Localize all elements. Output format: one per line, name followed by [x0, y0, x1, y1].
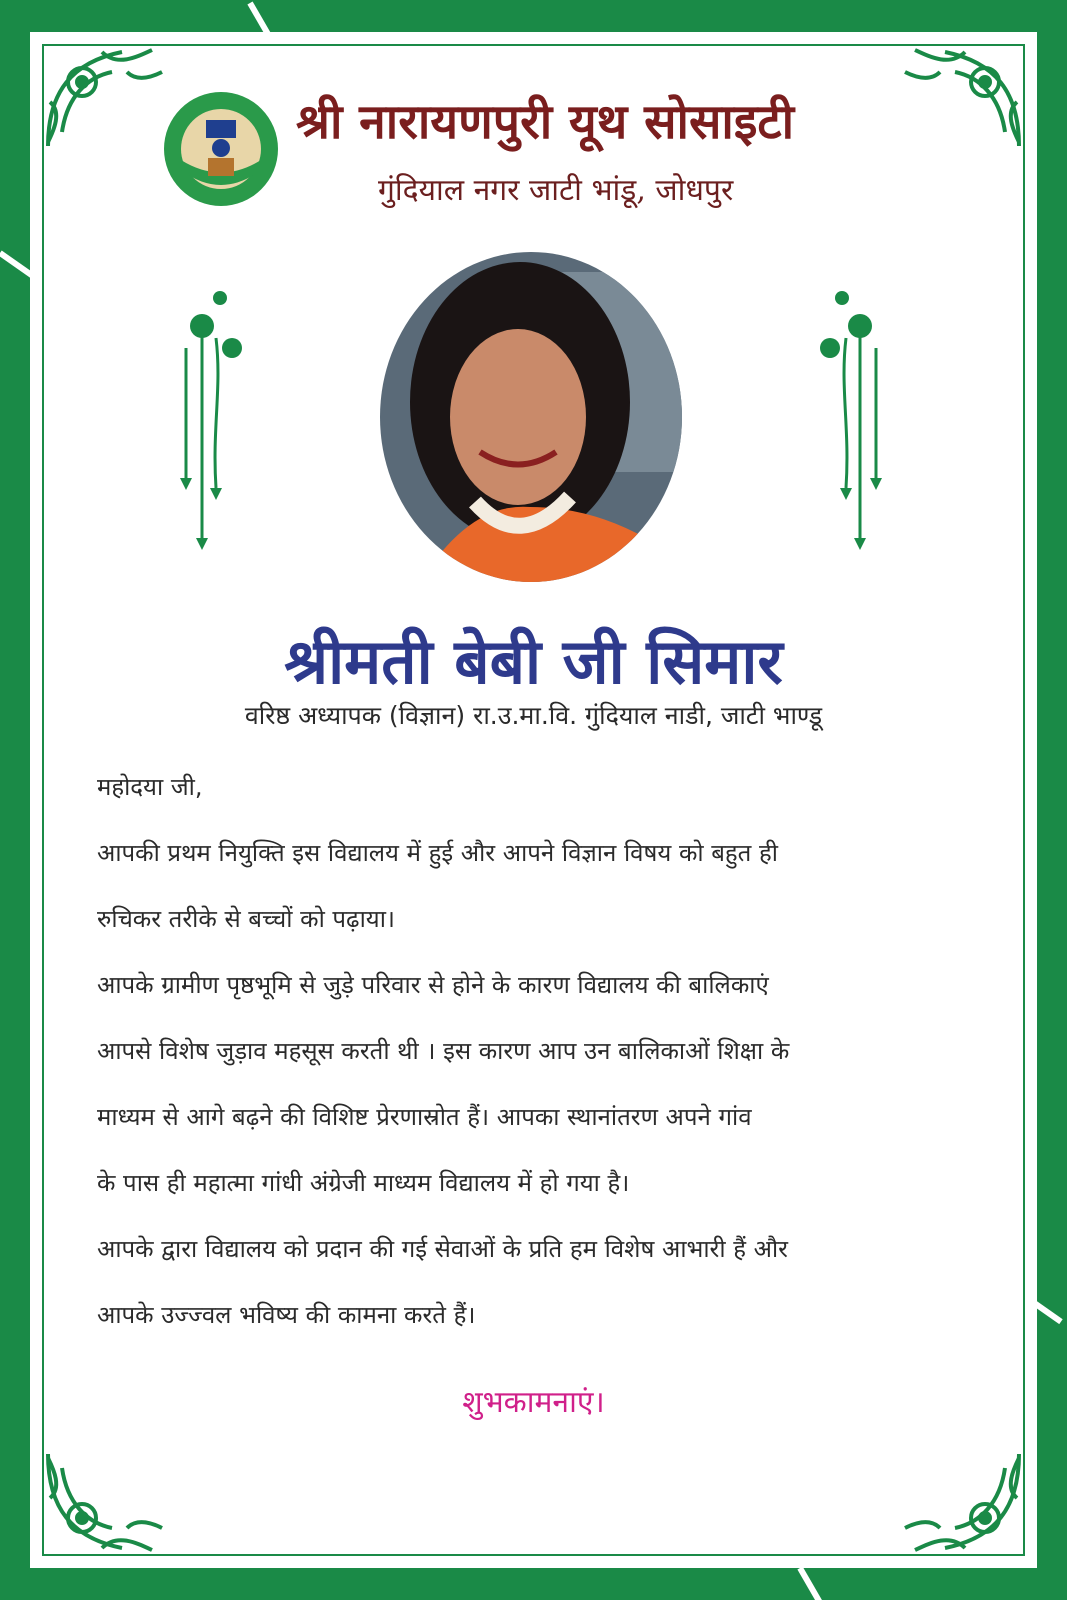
- salutation: महोदया जी,: [97, 773, 203, 801]
- closing-wishes: शुभकामनाएं।: [462, 1385, 605, 1420]
- corner-ornament-top-left: [42, 42, 172, 152]
- hanging-ornament-left: [172, 288, 262, 588]
- message-line: आपकी प्रथम नियुक्ति इस विद्यालय में हुई और आपने विज्ञान विषय को बहुत ही: [97, 839, 778, 867]
- message-line: माध्यम से आगे बढ़ने की विशिष्ट प्रेरणास्रोत हैं। आपका स्थानांतरण अपने गांव: [97, 1103, 752, 1131]
- portrait-photo: [380, 252, 682, 582]
- org-subtitle: गुंदियाल नगर जाटी भांडू, जोधपुर: [378, 173, 734, 208]
- corner-ornament-bottom-right: [895, 1448, 1025, 1558]
- message-body: [97, 754, 977, 1348]
- message-line: आपके द्वारा विद्यालय को प्रदान की गई सेवाओं के प्रति हम विशेष आभारी हैं और: [97, 1235, 788, 1263]
- message-line: के पास ही महात्मा गांधी अंग्रेजी माध्यम विद्यालय में हो गया है।: [97, 1169, 630, 1197]
- honoree-name: श्रीमती बेबी जी सिमार: [284, 625, 783, 698]
- corner-ornament-bottom-left: [42, 1448, 172, 1558]
- message-line: आपके उज्ज्वल भविष्य की कामना करते हैं।: [97, 1301, 476, 1329]
- hanging-ornament-right: [800, 288, 890, 588]
- message-line: आपके ग्रामीण पृष्ठभूमि से जुड़े परिवार से होने के कारण विद्यालय की बालिकाएं: [97, 971, 769, 999]
- org-title: श्री नारायणपुरी यूथ सोसाइटी: [296, 94, 795, 150]
- message-line: रुचिकर तरीके से बच्चों को पढ़ाया।: [97, 905, 396, 933]
- message-line: आपसे विशेष जुड़ाव महसूस करती थी । इस कारण आप उन बालिकाओं शिक्षा के: [97, 1037, 790, 1065]
- border-stripe: [797, 1567, 822, 1600]
- honoree-designation: वरिष्ठ अध्यापक (विज्ञान) रा.उ.मा.वि. गुंदियाल नाडी, जाटी भाण्डू: [244, 701, 823, 730]
- society-logo: [162, 90, 280, 208]
